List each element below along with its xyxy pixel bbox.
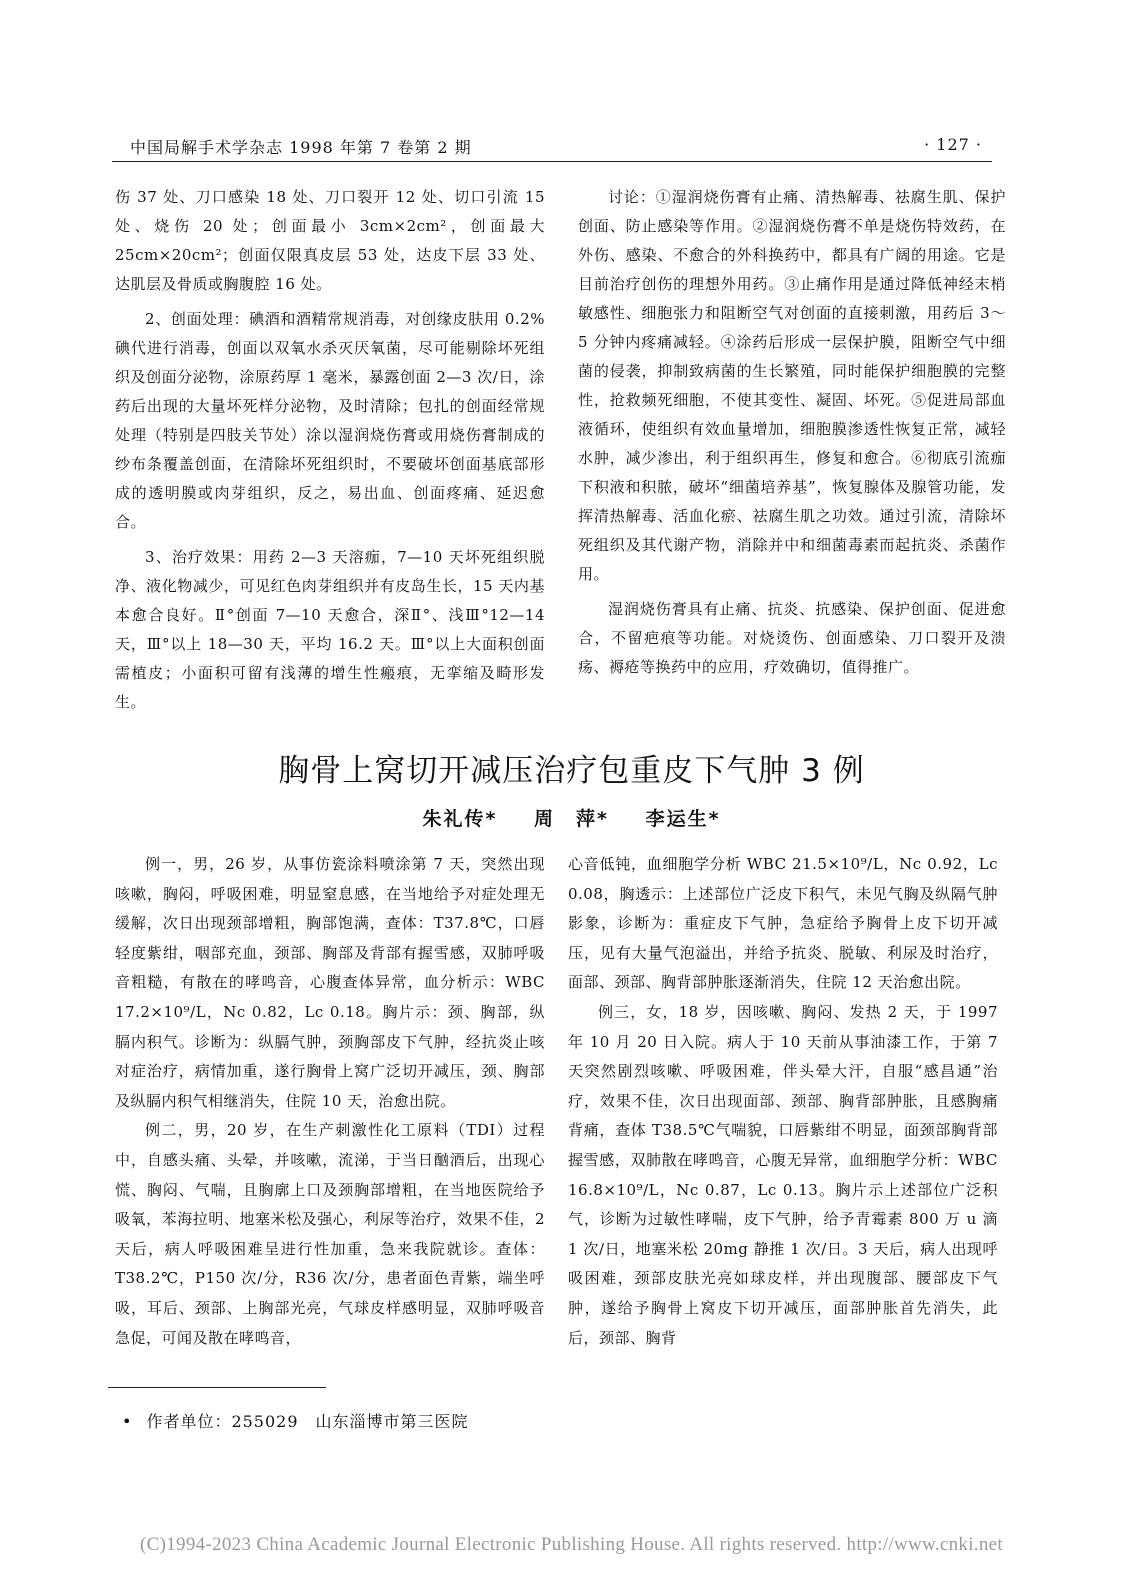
footnote-bullet: •: [122, 1412, 133, 1431]
paragraph: 2、创面处理：碘酒和酒精常规消毒，对创缘皮肤用 0.2%碘代进行消毒，创面以双氧水杀灭厌氧菌，尽可能剔除坏死组织及创面分泌物，涂原药厚 1 毫米，暴露创面 2—3 次/日，涂药后出现的大量坏死样分泌物，及时清除；包扎的创面经常规处理（特别是四肢关节处）涂以湿润烧伤膏或用烧伤膏制成的纱布条覆盖创面，在清除坏死组织时，不要破坏创面基底部形成的透明膜或肉芽组织，反之，易出血、创面疼痛、延迟愈合。: [115, 310, 545, 531]
footnote-text: 作者单位：255029 山东淄博市第三医院: [146, 1412, 469, 1431]
running-header: [112, 135, 992, 163]
paragraph: 讨论：①湿润烧伤膏有止痛、清热解毒、祛腐生肌、保护创面、防止感染等作用。②湿润烧伤膏不单是烧伤特效药，在外伤、感染、不愈合的外科换药中，都具有广阔的用途。它是目前治疗创伤的理想外用药。③止痛作用是通过降低神经末梢敏感性、细胞张力和阻断空气对创面的直接刺激，用药后 3～5 分钟内疼痛减轻。④涂药后形成一层保护膜，阻断空气中细菌的侵袭，抑制致病菌的生长繁殖，同时能保护细胞膜的完整性，抢救频死细胞，不使其变性、凝固、坏死。⑤促进局部血液循环，使组织有效血量增加，细胞膜渗透性恢复正常，减轻水肿，减少渗出，利于组织再生，修复和愈合。⑥彻底引流痂下积液和积脓，破坏“细菌培养基”，恢复腺体及腺管功能，发挥清热解毒、活血化瘀、祛腐生肌之功效。通过引流，清除坏死组织及其代谢产物，消除并中和细菌毒素而起抗炎、杀菌作用。: [578, 188, 1006, 583]
copyright-watermark: (C)1994-2023 China Academic Journal Electronic Publishing House. All rights reserved. http://www.cnki.net: [140, 1534, 1003, 1555]
author-line: [0, 804, 1143, 831]
paragraph: 例三，女，18 岁，因咳嗽、胸闷、发热 2 天，于 1997 年 10 月 20 日入院。病人于 10 天前从事油漆工作，于第 7 天突然剧烈咳嗽、呼吸困难，伴头晕大汗，自服“感昌通”治疗，效果不佳，次日出现面部、颈部、胸背部肿胀，且感胸痛背痛，查体 T38.5℃气喘貌，口唇紫绀不明显，面颈部胸背部握雪感，双肺散在哮鸣音，心腹无异常，血细胞学分析：WBC 16.8×10⁹/L，Nc 0.87，Lc 0.13。胸片示上述部位广泛积气，诊断为过敏性哮喘，皮下气肿，给予青霉素 800 万 u 滴 1 次/日，地塞米松 20mg 静推 1 次/日。3 天后，病人出现呼吸困难，颈部皮肤光亮如球皮样，并出现腹部、腰部皮下气肿，遂给予胸骨上窝皮下切开减压，面部肿胀首先消失，此后，颈部、胸背: [568, 1002, 998, 1347]
paragraph: 例一，男，26 岁，从事仿瓷涂料喷涂第 7 天，突然出现咳嗽，胸闷，呼吸困难，明显窒息感，在当地给予对症处理无缓解，次日出现颈部增粗，胸部饱满，查体：T37.8℃，口唇轻度紫绀，咽部充血，颈部、胸部及背部有握雪感，双肺呼吸音粗糙，有散在的哮鸣音，心腹查体异常，血分析示：WBC 17.2×10⁹/L，Nc 0.82，Lc 0.18。胸片示：颈、胸部，纵膈内积气。诊断为：纵膈气肿，颈胸部皮下气肿，经抗炎止咳对症治疗，病情加重，遂行胸骨上窝广泛切开减压，颈、胸部及纵膈内积气相继消失，住院 10 天，治愈出院。: [115, 855, 545, 1110]
prev-article-left-column: [115, 183, 545, 717]
paragraph: 心音低钝，血细胞学分析 WBC 21.5×10⁹/L，Nc 0.92，Lc 0.08，胸透示：上述部位广泛皮下积气，未见气胸及纵隔气肿影象，诊断为：重症皮下气肿，急症给予胸骨上皮下切开减压，见有大量气泡溢出，并给予抗炎、脱敏、利尿及时治疗，面部、颈部、胸背部肿胀逐渐消失，住院 12 天治愈出院。: [568, 855, 998, 992]
author-name: 李运生*: [645, 808, 721, 830]
footnote-rule: [108, 1387, 326, 1388]
page-number: · 127 ·: [924, 135, 982, 154]
prev-article-right-column: [578, 183, 1006, 682]
paragraph: 伤 37 处、刀口感染 18 处、刀口裂开 12 处、切口引流 15 处、烧伤 20 处；创面最小 3cm×2cm²，创面最大 25cm×20cm²；创面仅限真皮层 53 处，达皮下层 33 处、达肌层及骨质或胸腹腔 16 处。: [115, 188, 545, 293]
paragraph: 例二，男，20 岁，在生产刺激性化工原料（TDI）过程中，自感头痛、头晕，并咳嗽，流涕，于当日酗酒后，出现心慌、胸闷、气喘，且胸廓上口及颈胸部增粗，在当地医院给予吸氧，苯海拉明、地塞米松及强心，利尿等治疗，效果不佳，2 天后，病人呼吸困难呈进行性加重，急来我院就诊。查体：T38.2℃，P150 次/分，R36 次/分，患者面色青紫，端坐呼吸，耳后、颈部、上胸部光亮，气球皮样感明显，双肺呼吸音急促，可闻及散在哮鸣音，: [115, 1121, 545, 1347]
article-left-column: [115, 850, 545, 1353]
author-name: 朱礼传*: [422, 808, 498, 830]
header-rule: [112, 161, 992, 162]
paragraph: 湿润烧伤膏具有止痛、抗炎、抗感染、保护创面、促进愈合，不留疤痕等功能。对烧烫伤、创面感染、刀口裂开及溃疡、褥疮等换药中的应用，疗效确切，值得推广。: [578, 600, 1006, 676]
author-affiliation-footnote: [122, 1409, 469, 1432]
journal-citation: 中国局解手术学杂志 1998 年第 7 卷第 2 期: [130, 138, 472, 157]
article-title: 胸骨上窝切开减压治疗包重皮下气肿 3 例: [278, 753, 865, 789]
paragraph: 3、治疗效果：用药 2—3 天溶痂，7—10 天坏死组织脱净、液化物减少，可见红色肉芽组织并有皮岛生长，15 天内基本愈合良好。Ⅱ°创面 7—10 天愈合，深Ⅱ°、浅Ⅲ°12—14 天，Ⅲ°以上 18—30 天，平均 16.2 天。Ⅲ°以上大面积创面需植皮；小面积可留有浅薄的增生性瘢痕，无挛缩及畸形发生。: [115, 548, 545, 711]
author-name: 周 萍*: [534, 808, 609, 830]
article-right-column: [568, 850, 998, 1353]
